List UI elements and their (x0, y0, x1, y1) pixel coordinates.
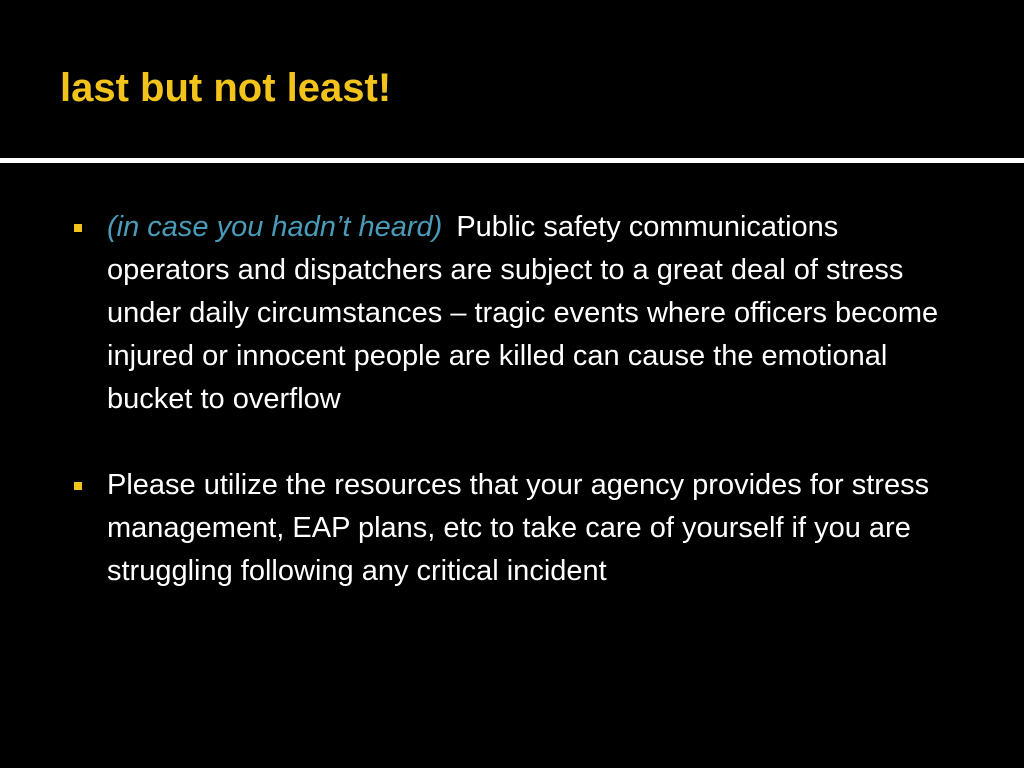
bullet-list (72, 206, 952, 593)
bullet-item-stress (72, 206, 952, 421)
slide-title: last but not least! (60, 66, 392, 110)
square-bullet-icon (74, 224, 82, 232)
bullet-item-resources (72, 464, 952, 593)
bullet-aside: (in case you hadn’t heard) (107, 211, 443, 243)
title-divider (0, 158, 1024, 163)
bullet-text: Please utilize the resources that your agency provides for stress management, EAP plans, etc to take care of yourself if you are struggling following any critical incident (107, 469, 930, 587)
bullet-text: Public safety communications operators and dispatchers are subject to a great deal of stress under daily circumstances – tragic events where officers become injured or innocent people are killed can cause the emotional bucket to overflow (107, 211, 939, 415)
square-bullet-icon (74, 482, 82, 490)
